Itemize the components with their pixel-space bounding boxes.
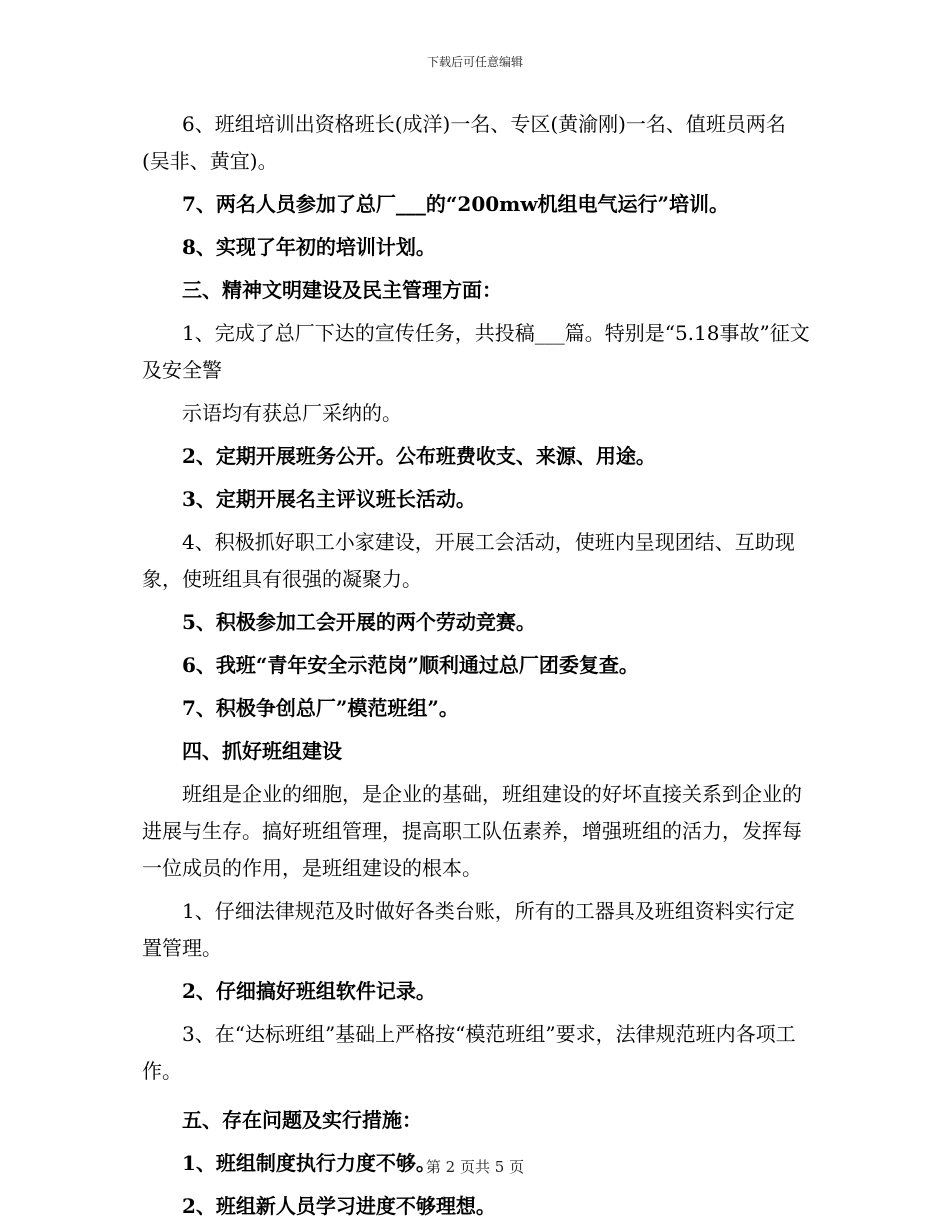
paragraph-item-1-publicity-cont: 示语均有获总厂采纳的。 [182, 401, 402, 425]
paragraph-item-3-evaluation: 3、定期开展名主评议班长活动。 [182, 487, 476, 511]
paragraph-team-building: 班组是企业的细胞，是企业的基础，班组建设的好坏直接关系到企业的进展与生存。搞好班组管理，提高职工队伍素养，增强班组的活力，发挥每一位成员的作用，是班组建设的根本。 [142, 782, 802, 880]
paragraph-item-2-issue: 2、班组新人员学习进度不够理想。 [182, 1194, 496, 1218]
document-body [142, 106, 812, 1225]
paragraph-item-7-training: 7、两名人员参加了总厂___的“200mw机组电气运行”培训。 [182, 192, 730, 216]
paragraph-item-2-transparency: 2、定期开展班务公开。公布班费收支、来源、用途。 [182, 444, 656, 468]
paragraph-item-1-issue: 1、班组制度执行力度不够。 [182, 1151, 436, 1175]
paragraph-item-2-records: 2、仔细搞好班组软件记录。 [182, 979, 436, 1003]
section-heading-4: 四、抓好班组建设 [182, 739, 342, 763]
header-note: 下载后可任意编辑 [426, 55, 523, 69]
paragraph-item-3-standards: 3、在“达标班组”基础上严格按“模范班组”要求，法律规范班内各项工作。 [142, 1022, 796, 1083]
paragraph-item-1-publicity: 1、完成了总厂下达的宣传任务，共投稿___篇。特别是“5.18事故”征文及安全警 [142, 321, 810, 382]
paragraph-item-5-competition: 5、积极参加工会开展的两个劳动竞赛。 [182, 610, 536, 634]
paragraph-item-4-union: 4、积极抓好职工小家建设，开展工会活动，使班内呈现团结、互助现象，使班组具有很强的凝聚力。 [142, 530, 795, 591]
paragraph-item-6-training: 6、班组培训出资格班长(成洋)一名、专区(黄渝刚)一名、值班员两名(吴非、黄宜)。 [142, 112, 786, 173]
section-heading-3: 三、精神文明建设及民主管理方面： [182, 278, 502, 302]
page-footer: 第 2 页共 5 页 [425, 1158, 525, 1176]
paragraph-item-6-youth: 6、我班“青年安全示范岗”顺利通过总厂团委复查。 [182, 653, 639, 677]
paragraph-item-1-ledger: 1、仔细法律规范及时做好各类台账，所有的工器具及班组资料实行定置管理。 [142, 899, 795, 960]
paragraph-item-7-model: 7、积极争创总厂”模范班组”。 [182, 696, 459, 720]
paragraph-item-8-training: 8、实现了年初的培训计划。 [182, 235, 436, 259]
section-heading-5: 五、存在问题及实行措施： [182, 1108, 422, 1132]
